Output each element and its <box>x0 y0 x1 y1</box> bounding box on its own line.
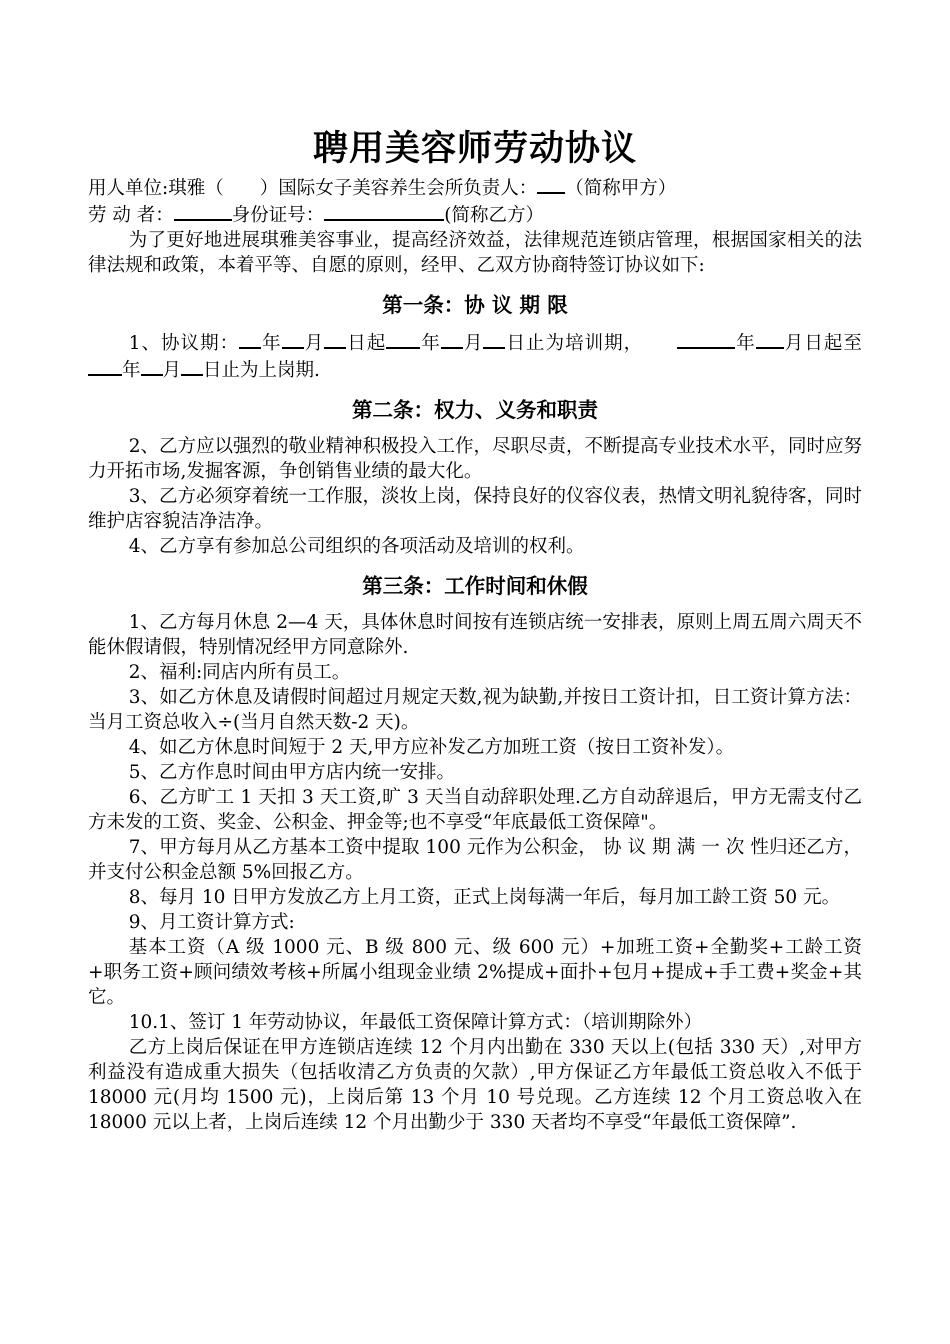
section3-item: 8、每月 10 日甲方发放乙方上月工资，正式上岗每满一年后，每月加工龄工资 50 元。 <box>128 887 841 908</box>
section3-heading: 第三条：工作时间和休假 <box>362 574 588 598</box>
term-text: 年 <box>122 360 141 381</box>
section1-term <box>88 329 862 383</box>
term-label: 1、协议期： <box>128 333 240 354</box>
blank <box>282 329 304 349</box>
worker-id-label: 身份证号： <box>231 205 325 226</box>
term-text: 年 <box>735 333 756 354</box>
employer-prefix: 用人单位:琪雅（ <box>88 178 224 199</box>
worker-id-blank <box>324 201 444 221</box>
section3-item: 6、乙方旷工 1 天扣 3 天工资,旷 3 天当自动辞职处理.乙方自动辞退后，甲方无需支付乙方未发的工资、奖金、公积金、押金等;也不享受“年底最低工资保障"。 <box>88 787 862 833</box>
term-text: 月 <box>162 360 182 381</box>
section3-item: 1、乙方每月休息 2—4 天，具体休息时间按有连锁店统一安排表，原则上周五周六周天不能休假请假，特别情况经甲方同意除外. <box>88 612 862 658</box>
section3-item: 7、甲方每月从乙方基本工资中提取 100 元作为公积金， 协 议 期 满 一 次 性归还乙方，并支付公积金总额 5%回报乙方。 <box>88 837 862 883</box>
term-text: 月 <box>462 333 484 354</box>
intro-paragraph: 为了更好地进展琪雅美容事业，提高经济效益，法律规范连锁店管理，根据国家相关的法律法规和政策，本着平等、自愿的原则，经甲、乙双方协商特签订协议如下: <box>88 230 862 276</box>
section3-item: 乙方上岗后保证在甲方连锁店连续 12 个月内出勤在 330 天以上(包括 330 天）,对甲方利益没有造成重大损失（包括收清乙方负责的欠款）,甲方保证乙方年最低工资总收入不低于 18000 元(月均 1500 元)，上岗后第 13 个月 10 号兑现。乙方连续 12 个月工资总收入在 18000 元以上者，上岗后连续 12 个月出勤少于 330 天者均不享受“年最低工资保障”. <box>88 1037 862 1133</box>
worker-name-blank <box>174 201 232 221</box>
blank <box>441 329 463 349</box>
blank <box>756 329 784 349</box>
section2-item: 3、乙方必须穿着统一工作服，淡妆上岗，保持良好的仪容仪表，热情文明礼貌待客，同时维护店容貌洁净洁净。 <box>88 486 862 532</box>
term-text: 日起至 <box>804 333 862 354</box>
section3-item: 2、福利:同店内所有员工。 <box>128 662 351 683</box>
responsible-blank <box>537 174 565 194</box>
blank <box>181 356 203 376</box>
term-text: 日起 <box>346 333 387 354</box>
section2-heading: 第二条：权力、义务和职责 <box>352 398 598 422</box>
worker-suffix: (简称乙方） <box>444 205 544 226</box>
term-text: 月 <box>303 333 325 354</box>
section3-item: 4、如乙方休息时间短于 2 天,甲方应补发乙方加班工资（按日工资补发）。 <box>128 737 735 758</box>
term-text: 年 <box>261 333 282 354</box>
term-text: 年 <box>420 333 441 354</box>
term-text: 月 <box>783 333 805 354</box>
section2-item: 2、乙方应以强烈的敬业精神积极投入工作，尽职尽责，不断提高专业技术水平，同时应努力开拓市场,发掘客源，争创销售业绩的最大化。 <box>88 436 862 482</box>
blank <box>677 329 735 349</box>
blank <box>324 329 346 349</box>
section2-item: 4、乙方享有参加总公司组织的各项活动及培训的权利。 <box>128 536 585 557</box>
worker-line <box>88 201 862 228</box>
blank <box>483 329 505 349</box>
employer-mid: ）国际女子美容养生会所负责人： <box>259 178 538 199</box>
section1-heading: 第一条：协 议 期 限 <box>382 293 568 317</box>
term-text: 日止为培训期， <box>505 333 644 354</box>
section3-item: 5、乙方作息时间由甲方店内统一安排。 <box>128 762 455 783</box>
section3-item: 基本工资（A 级 1000 元、B 级 800 元、级 600 元）+加班工资+全勤奖+工龄工资+职务工资+顾问绩效考核+所属小组现金业绩 2%提成+面扑+包月+提成+手工费+奖金+其它。 <box>88 937 862 1008</box>
section3-item: 9、月工资计算方式: <box>128 912 295 933</box>
blank <box>141 356 163 376</box>
term-text: 日止为上岗期. <box>203 360 320 381</box>
worker-prefix: 劳 动 者： <box>88 205 174 226</box>
blank <box>386 329 420 349</box>
employer-line <box>88 174 862 201</box>
document-page <box>88 120 862 1135</box>
section3-item: 3、如乙方休息及请假时间超过月规定天数,视为缺勤,并按日工资计扣，日工资计算方法：当月工资总收入÷(当月自然天数-2 天)。 <box>88 687 862 733</box>
section3-item: 10.1、签订 1 年劳动协议，年最低工资保障计算方式：（培训期除外） <box>128 1012 703 1033</box>
employer-suffix: （简称甲方） <box>565 178 677 199</box>
blank <box>88 356 122 376</box>
document-title: 聘用美容师劳动协议 <box>312 128 637 169</box>
blank <box>239 329 261 349</box>
